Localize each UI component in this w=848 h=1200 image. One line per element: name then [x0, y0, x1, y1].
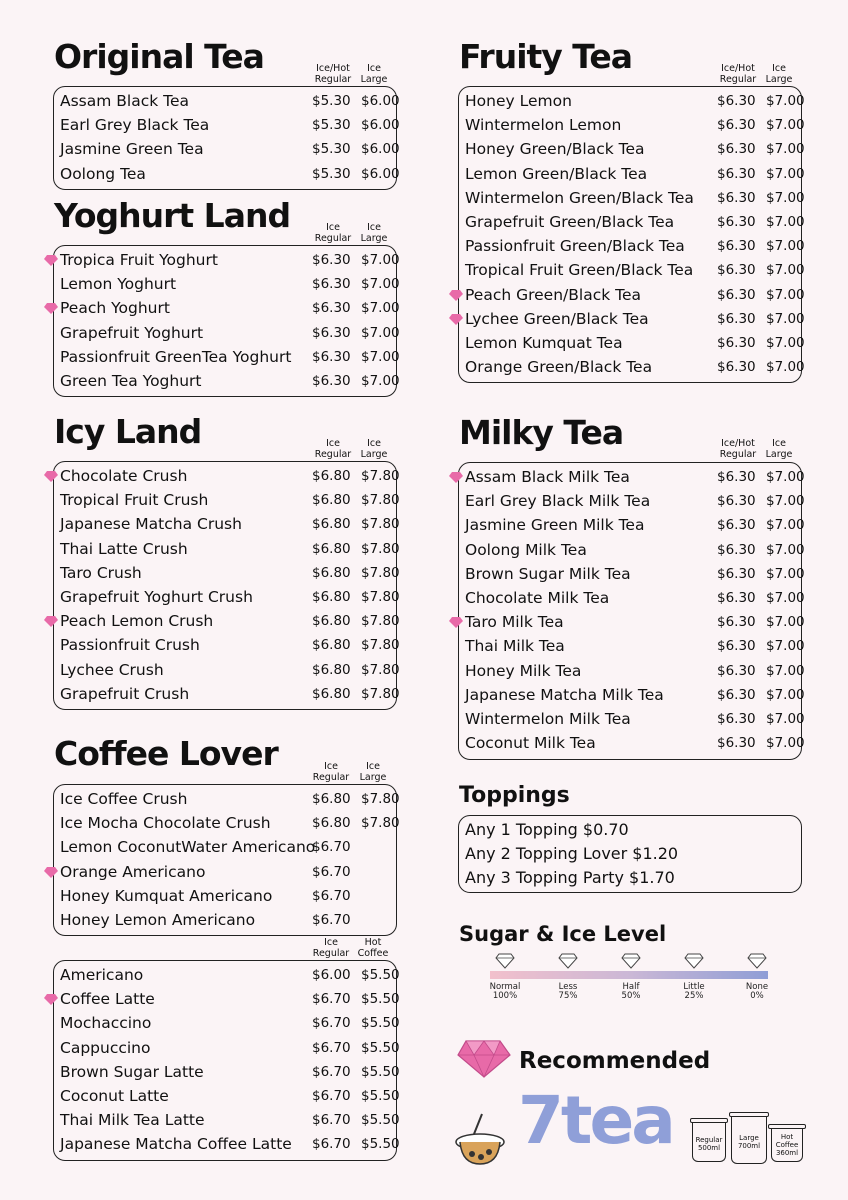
- price-regular: $6.30: [717, 335, 756, 351]
- item-name: Chocolate Milk Tea: [465, 589, 610, 607]
- recommended-gem-icon: [449, 616, 463, 628]
- menu-item: [54, 248, 400, 272]
- recommended-gem-icon: [44, 866, 58, 878]
- col-header-1: Ice/Hot Regular: [719, 438, 757, 460]
- item-name: Japanese Matcha Milk Tea: [465, 685, 664, 704]
- menu-item: [54, 369, 400, 393]
- menu-item: [54, 609, 400, 633]
- price-second: $7.00: [766, 189, 805, 206]
- price-second: $5.50: [361, 1063, 400, 1080]
- recommended-gem-icon: [44, 254, 58, 266]
- price-regular: $6.70: [312, 912, 351, 928]
- item-name: Japanese Matcha Crush: [60, 515, 242, 534]
- col-header-1: Ice Regular: [312, 937, 350, 959]
- item-name: Wintermelon Lemon: [465, 116, 622, 135]
- menu-item: [54, 321, 400, 345]
- large-cup-lid: [729, 1112, 769, 1117]
- menu-item: [459, 683, 805, 707]
- price-second: $7.00: [766, 93, 805, 109]
- diamond-icon: [495, 953, 515, 969]
- item-name: Lemon Kumquat Tea: [465, 334, 623, 352]
- item-name: Oolong Tea: [60, 164, 146, 183]
- item-name: Lychee Crush: [60, 660, 164, 679]
- milky-tea-title: Milky Tea: [459, 413, 624, 452]
- sugar-level-label: Little 25%: [683, 982, 705, 1001]
- col-header-1: Ice Regular: [314, 438, 352, 460]
- menu-item: [459, 186, 805, 210]
- icy-land-list: [53, 461, 400, 710]
- price-regular: $6.70: [312, 1039, 351, 1056]
- menu-item: [54, 811, 400, 835]
- price-regular: $5.30: [312, 117, 351, 134]
- price-regular: $5.30: [312, 93, 351, 109]
- item-name: Lemon Yoghurt: [60, 275, 177, 294]
- col-header-1: Ice/Hot Regular: [314, 63, 352, 85]
- price-regular: $6.80: [312, 468, 351, 484]
- item-name: Honey Lemon Americano: [60, 911, 256, 929]
- price-second: $7.80: [361, 791, 400, 807]
- toppings-title: Toppings: [459, 783, 570, 808]
- recommended-gem-icon: [449, 471, 463, 483]
- item-name: Earl Grey Black Tea: [60, 116, 210, 135]
- price-second: $7.00: [766, 310, 805, 327]
- item-name: Lemon CoconutWater Americano: [60, 838, 316, 857]
- price-regular: $6.30: [717, 493, 756, 510]
- regular-cup-lid: [690, 1118, 728, 1123]
- price-regular: $6.80: [312, 661, 351, 678]
- item-name: Taro Crush: [60, 563, 142, 582]
- price-regular: $6.30: [717, 141, 756, 158]
- price-regular: $6.70: [312, 1112, 351, 1129]
- price-regular: $6.30: [717, 614, 756, 631]
- price-second: $7.00: [361, 276, 400, 293]
- menu-item: [54, 633, 400, 657]
- price-second: $5.50: [361, 1039, 400, 1056]
- menu-item: [54, 908, 396, 932]
- menu-item: [54, 787, 400, 811]
- price-second: $7.80: [361, 815, 400, 832]
- price-regular: $6.30: [717, 214, 756, 230]
- price-regular: $6.30: [717, 93, 756, 109]
- item-name: Tropical Fruit Green/Black Tea: [465, 261, 694, 280]
- recommended-gem-icon: [449, 289, 463, 301]
- price-second: $7.00: [766, 541, 805, 558]
- price-regular: $6.80: [312, 492, 351, 509]
- price-second: $7.00: [766, 141, 805, 158]
- price-second: $7.80: [361, 468, 400, 484]
- menu-item: [54, 296, 400, 320]
- sugar-level-label: Less 75%: [558, 982, 578, 1001]
- recommended-gem-icon: [44, 993, 58, 1005]
- price-second: $5.50: [361, 1088, 400, 1104]
- menu-item: [54, 658, 400, 682]
- original-tea-title: Original Tea: [54, 37, 264, 76]
- price-second: $7.00: [766, 686, 805, 703]
- price-second: $7.80: [361, 540, 400, 557]
- menu-item: [54, 1011, 400, 1035]
- item-name: Coffee Latte: [60, 990, 155, 1009]
- item-name: Orange Green/Black Tea: [465, 358, 653, 377]
- price-regular: $5.30: [312, 141, 351, 158]
- price-second: $5.50: [361, 1015, 400, 1032]
- price-regular: $6.30: [717, 517, 756, 534]
- price-second: $7.00: [766, 493, 805, 510]
- price-regular: $6.30: [717, 735, 756, 752]
- price-regular: $6.30: [717, 590, 756, 606]
- price-second: $5.50: [361, 1136, 400, 1153]
- price-second: $6.00: [361, 117, 400, 134]
- col-header-1: Ice Regular: [314, 222, 352, 244]
- item-name: Oolong Milk Tea: [465, 540, 587, 559]
- price-regular: $6.30: [312, 252, 351, 268]
- price-regular: $6.70: [312, 839, 351, 856]
- item-name: Wintermelon Milk Tea: [465, 710, 631, 728]
- price-second: $7.00: [361, 348, 400, 365]
- price-second: $6.00: [361, 165, 400, 182]
- price-regular: $6.30: [717, 711, 756, 727]
- price-regular: $6.30: [717, 662, 756, 679]
- menu-item: [459, 113, 805, 137]
- menu-item: [54, 860, 396, 884]
- menu-item: [459, 586, 805, 610]
- price-regular: $6.70: [312, 1015, 351, 1032]
- menu-item: [54, 537, 400, 561]
- diamond-icon: [684, 953, 704, 969]
- sugar-level-label: Normal 100%: [489, 982, 521, 1001]
- menu-item: [459, 610, 805, 634]
- price-regular: $6.70: [312, 1063, 351, 1080]
- hot-cup-lid: [768, 1124, 806, 1129]
- topping-item: Any 2 Topping Lover $1.20: [465, 844, 679, 863]
- price-regular: $6.70: [312, 1136, 351, 1153]
- item-name: Lychee Green/Black Tea: [465, 309, 649, 328]
- price-regular: $6.30: [312, 324, 351, 341]
- item-name: Grapefruit Yoghurt: [60, 323, 204, 342]
- price-second: $5.50: [361, 967, 400, 983]
- menu-item: [54, 1036, 400, 1060]
- price-second: $7.00: [766, 214, 805, 230]
- price-second: $7.00: [766, 117, 805, 134]
- item-name: Americano: [60, 966, 144, 984]
- menu-item: [54, 345, 400, 369]
- brand-logo: 7tea: [518, 1082, 673, 1159]
- price-second: $6.00: [361, 141, 400, 158]
- price-second: $7.80: [361, 516, 400, 533]
- menu-item: [459, 283, 805, 307]
- menu-item: [459, 162, 805, 186]
- price-second: $7.00: [766, 614, 805, 631]
- item-name: Grapefruit Crush: [60, 684, 190, 703]
- price-second: $7.00: [766, 238, 805, 255]
- menu-item: [459, 513, 805, 537]
- price-second: $7.80: [361, 637, 400, 654]
- price-second: $7.00: [766, 565, 805, 582]
- diamond-icon: [558, 953, 578, 969]
- price-second: $7.00: [766, 590, 805, 606]
- item-name: Passionfruit Crush: [60, 636, 200, 655]
- price-regular: $6.80: [312, 589, 351, 605]
- item-name: Wintermelon Green/Black Tea: [465, 188, 694, 207]
- coffee-list: [53, 960, 400, 1161]
- item-name: Assam Black Milk Tea: [465, 468, 630, 486]
- price-second: $7.80: [361, 613, 400, 630]
- price-regular: $6.80: [312, 516, 351, 533]
- price-second: $7.00: [766, 262, 805, 279]
- diamond-icon: [747, 953, 767, 969]
- price-regular: $6.30: [312, 300, 351, 317]
- col-header-2: Ice Large: [765, 438, 793, 460]
- item-name: Passionfruit GreenTea Yoghurt: [60, 347, 292, 366]
- item-name: Lemon Green/Black Tea: [465, 164, 648, 183]
- price-regular: $6.30: [717, 359, 756, 376]
- recommended-gem-icon: [44, 470, 58, 482]
- icy-land-title: Icy Land: [54, 412, 202, 451]
- menu-item: [54, 162, 400, 186]
- topping-item: Any 1 Topping $0.70: [465, 820, 629, 839]
- price-regular: $6.30: [717, 165, 756, 182]
- recommended-gem-icon: [44, 615, 58, 627]
- price-regular: $6.30: [312, 348, 351, 365]
- price-regular: $6.30: [717, 469, 756, 485]
- coffee-lover-title: Coffee Lover: [54, 734, 278, 773]
- price-second: $7.00: [361, 324, 400, 341]
- item-name: Peach Yoghurt: [60, 299, 170, 318]
- price-regular: $6.80: [312, 815, 351, 832]
- item-name: Honey Green/Black Tea: [465, 140, 645, 159]
- menu-item: [54, 561, 400, 585]
- item-name: Jasmine Green Milk Tea: [465, 516, 645, 535]
- price-regular: $6.80: [312, 540, 351, 557]
- sugar-level-bar: [490, 971, 768, 979]
- price-regular: $6.80: [312, 613, 351, 630]
- menu-item: [459, 707, 805, 731]
- menu-item: [54, 272, 400, 296]
- price-second: $7.00: [361, 252, 400, 268]
- menu-item: [459, 489, 805, 513]
- col-header-2: Ice Large: [360, 63, 388, 85]
- col-header-1: Ice Regular: [312, 761, 350, 783]
- yoghurt-land-title: Yoghurt Land: [54, 196, 291, 235]
- price-second: $7.80: [361, 564, 400, 581]
- price-second: $7.00: [766, 711, 805, 727]
- price-second: $7.80: [361, 589, 400, 605]
- price-second: $6.00: [361, 93, 400, 109]
- item-name: Thai Milk Tea: [465, 637, 565, 656]
- price-regular: $6.70: [312, 863, 351, 880]
- regular-cup-icon: Regular 500ml: [692, 1122, 726, 1162]
- item-name: Green Tea Yoghurt: [60, 372, 202, 390]
- item-name: Assam Black Tea: [60, 92, 190, 110]
- topping-item: Any 3 Topping Party $1.70: [465, 868, 675, 887]
- price-regular: $6.30: [717, 238, 756, 255]
- item-name: Coconut Latte: [60, 1087, 169, 1105]
- menu-item: [459, 562, 805, 586]
- item-name: Cappuccino: [60, 1038, 151, 1057]
- menu-item: [54, 884, 396, 908]
- fruity-tea-title: Fruity Tea: [459, 37, 633, 76]
- item-name: Thai Latte Crush: [60, 539, 188, 558]
- menu-item: [459, 331, 805, 355]
- price-regular: $6.00: [312, 967, 351, 983]
- price-second: $7.80: [361, 661, 400, 678]
- sugar-ice-title: Sugar & Ice Level: [459, 922, 667, 946]
- item-name: Mochaccino: [60, 1014, 152, 1033]
- item-name: Coconut Milk Tea: [465, 734, 596, 753]
- price-second: $7.00: [766, 638, 805, 655]
- menu-item: [459, 634, 805, 658]
- item-name: Grapefruit Yoghurt Crush: [60, 588, 253, 606]
- menu-item: [459, 137, 805, 161]
- menu-item: [54, 512, 400, 536]
- menu-item: [459, 659, 805, 683]
- diamond-icon: [621, 953, 641, 969]
- menu-item: [459, 89, 805, 113]
- original-tea-list: [53, 86, 400, 190]
- price-regular: $5.30: [312, 165, 351, 182]
- item-name: Jasmine Green Tea: [60, 140, 204, 159]
- price-second: $5.50: [361, 991, 400, 1008]
- menu-item: [459, 210, 805, 234]
- milky-tea-list: [458, 462, 805, 760]
- menu-item: [54, 585, 400, 609]
- price-second: $7.00: [766, 359, 805, 376]
- item-name: Tropica Fruit Yoghurt: [60, 251, 218, 269]
- menu-item: [54, 1060, 400, 1084]
- item-name: Japanese Matcha Coffee Latte: [60, 1135, 292, 1154]
- menu-item: [54, 1132, 400, 1156]
- item-name: Tropical Fruit Crush: [60, 491, 209, 510]
- yoghurt-land-list: [53, 245, 400, 397]
- item-name: Peach Lemon Crush: [60, 612, 214, 631]
- menu-item: [54, 987, 400, 1011]
- recommended-gem-icon: [44, 302, 58, 314]
- hot-coffee-cup-icon: Hot Coffee 360ml: [771, 1128, 803, 1162]
- menu-item: [54, 1108, 400, 1132]
- price-second: $5.50: [361, 1112, 400, 1129]
- item-name: Ice Coffee Crush: [60, 790, 188, 808]
- price-second: $7.00: [766, 335, 805, 351]
- item-name: Peach Green/Black Tea: [465, 285, 641, 304]
- menu-item: [54, 464, 400, 488]
- sugar-level-label: None 0%: [745, 982, 769, 1001]
- menu-item: [54, 1084, 400, 1108]
- col-header-2: Ice Large: [360, 222, 388, 244]
- menu-item: [54, 835, 396, 859]
- price-regular: $6.30: [717, 117, 756, 134]
- menu-item: [459, 465, 805, 489]
- coffee-lover-list: [53, 784, 400, 936]
- price-second: $7.00: [361, 373, 400, 389]
- menu-item: [459, 234, 805, 258]
- price-regular: $6.30: [717, 565, 756, 582]
- price-second: $7.00: [766, 469, 805, 485]
- sugar-level-label: Half 50%: [621, 982, 641, 1001]
- price-regular: $6.30: [717, 262, 756, 279]
- menu-item: [459, 731, 805, 755]
- price-regular: $6.30: [312, 276, 351, 293]
- item-name: Ice Mocha Chocolate Crush: [60, 814, 271, 833]
- col-header-2: Ice Large: [359, 761, 387, 783]
- col-header-2: Ice Large: [765, 63, 793, 85]
- col-header-1: Ice/Hot Regular: [719, 63, 757, 85]
- item-name: Chocolate Crush: [60, 467, 188, 485]
- menu-item: [459, 307, 805, 331]
- price-regular: $6.30: [717, 541, 756, 558]
- menu-item: [54, 113, 400, 137]
- item-name: Passionfruit Green/Black Tea: [465, 237, 685, 256]
- price-regular: $6.80: [312, 685, 351, 702]
- fruity-tea-list: [458, 86, 805, 383]
- menu-item: [459, 258, 805, 282]
- price-second: $7.80: [361, 685, 400, 702]
- recommended-label: Recommended: [519, 1048, 711, 1074]
- price-second: $7.80: [361, 492, 400, 509]
- item-name: Taro Milk Tea: [465, 613, 564, 632]
- price-regular: $6.30: [717, 686, 756, 703]
- menu-item: [459, 538, 805, 562]
- item-name: Orange Americano: [60, 862, 206, 881]
- item-name: Brown Sugar Latte: [60, 1062, 204, 1081]
- price-second: $7.00: [766, 735, 805, 752]
- item-name: Honey Lemon: [465, 92, 572, 110]
- item-name: Thai Milk Tea Latte: [60, 1111, 205, 1130]
- price-regular: $6.30: [717, 286, 756, 303]
- menu-item: [54, 137, 400, 161]
- price-regular: $6.70: [312, 1088, 351, 1104]
- col-header-2: Hot Coffee: [357, 937, 389, 959]
- menu-item: [459, 355, 805, 379]
- price-regular: $6.80: [312, 637, 351, 654]
- price-second: $7.00: [766, 286, 805, 303]
- price-regular: $6.30: [312, 373, 351, 389]
- item-name: Honey Milk Tea: [465, 661, 582, 680]
- bubble-tea-icon: [452, 1112, 508, 1168]
- price-regular: $6.30: [717, 189, 756, 206]
- large-cup-icon: Large 700ml: [731, 1116, 767, 1164]
- price-second: $7.00: [766, 165, 805, 182]
- price-regular: $6.30: [717, 310, 756, 327]
- price-regular: $6.80: [312, 564, 351, 581]
- menu-item: [54, 682, 400, 706]
- price-second: $7.00: [361, 300, 400, 317]
- item-name: Earl Grey Black Milk Tea: [465, 492, 651, 511]
- col-header-2: Ice Large: [360, 438, 388, 460]
- item-name: Grapefruit Green/Black Tea: [465, 213, 675, 231]
- recommended-gem-icon: [449, 313, 463, 325]
- price-regular: $6.30: [717, 638, 756, 655]
- recommended-gem-icon: [456, 1037, 512, 1079]
- price-regular: $6.70: [312, 887, 351, 904]
- price-second: $7.00: [766, 662, 805, 679]
- price-regular: $6.80: [312, 791, 351, 807]
- menu-item: [54, 89, 400, 113]
- price-regular: $6.70: [312, 991, 351, 1008]
- menu-item: [54, 488, 400, 512]
- item-name: Honey Kumquat Americano: [60, 886, 273, 905]
- toppings-list: [458, 815, 802, 893]
- price-second: $7.00: [766, 517, 805, 534]
- item-name: Brown Sugar Milk Tea: [465, 564, 631, 583]
- menu-item: [54, 963, 400, 987]
